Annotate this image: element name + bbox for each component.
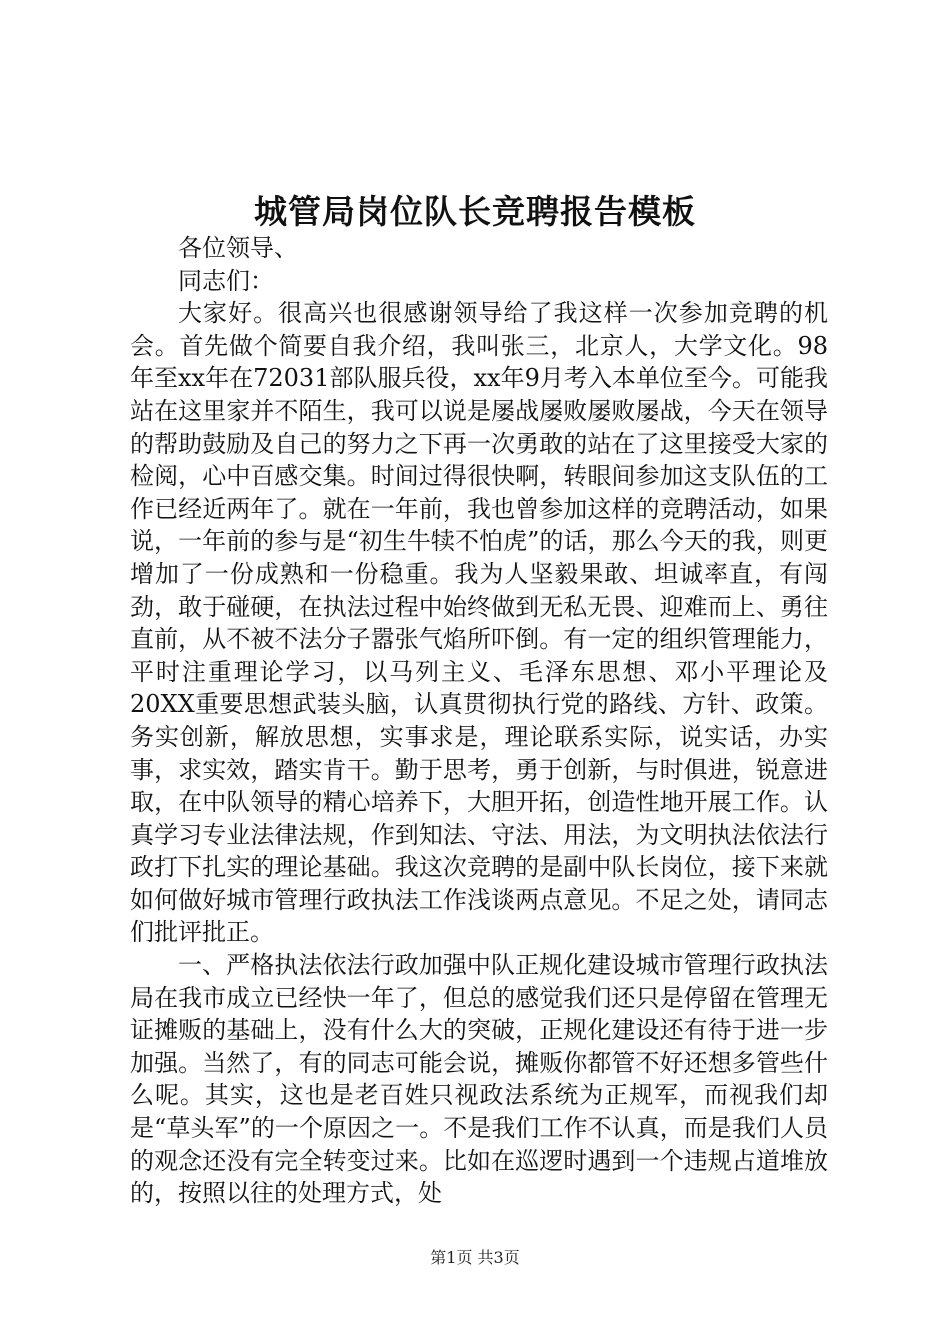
paragraph-section-one: 一、严格执法依法行政加强中队正规化建设城市管理行政执法局在我市成立已经快一年了，但总的感觉我们还只是停留在管理无证摊贩的基础上，没有什么大的突破，正规化建设还有待于进一步加强。当然了，有的同志可能会说，摊贩你都管不好还想多管些什么呢。其实，这也是老百姓只视政法系统为正规军，而视我们却是“草头军”的一个原因之一。不是我们工作不认真，而是我们人员的观念还没有完全转变过来。比如在巡逻时遇到一个违规占道堆放的，按照以往的处理方式，处 [130, 951, 828, 1208]
paragraph-introduction: 大家好。很高兴也很感谢领导给了我这样一次参加竞聘的机会。首先做个简要自我介绍，我叫张三，北京人，大学文化。98年至xx年在72031部队服兵役，xx年9月考入本单位至今。可能我站在这里家并不陌生，我可以说是屡战屡败屡败屡战，今天在领导的帮助鼓励及自己的努力之下再一次勇敢的站在了这里接受大家的检阅，心中百感交集。时间过得很快啊，转眼间参加这支队伍的工作已经近两年了。就在一年前，我也曾参加这样的竞聘活动，如果说，一年前的参与是“初生牛犊不怕虎”的话，那么今天的我，则更增加了一份成熟和一份稳重。我为人坚毅果敢、坦诚率直，有闯劲，敢于碰硬，在执法过程中始终做到无私无畏、迎难而上、勇往直前，从不被不法分子嚣张气焰所吓倒。有一定的组织管理能力，平时注重理论学习，以马列主义、毛泽东思想、邓小平理论及20XX重要思想武装头脑，认真贯彻执行党的路线、方针、政策。务实创新，解放思想，实事求是，理论联系实际，说实话，办实事，求实效，踏实肯干。勤于思考，勇于创新，与时俱进，锐意进取，在中队领导的精心培养下，大胆开拓，创造性地开展工作。认真学习专业法律法规，作到知法、守法、用法，为文明执法依法行政打下扎实的理论基础。我这次竞聘的是副中队长岗位，接下来就如何做好城市管理行政执法工作浅谈两点意见。不足之处，请同志们批评批正。 [130, 299, 828, 947]
salutation-leaders: 各位领导、 [178, 234, 298, 262]
page-footer: 第1页 共3页 [430, 1248, 520, 1267]
document-body [130, 232, 828, 1210]
document-title: 城管局岗位队长竞聘报告模板 [254, 192, 696, 231]
salutation-comrades: 同志们： [178, 266, 274, 295]
